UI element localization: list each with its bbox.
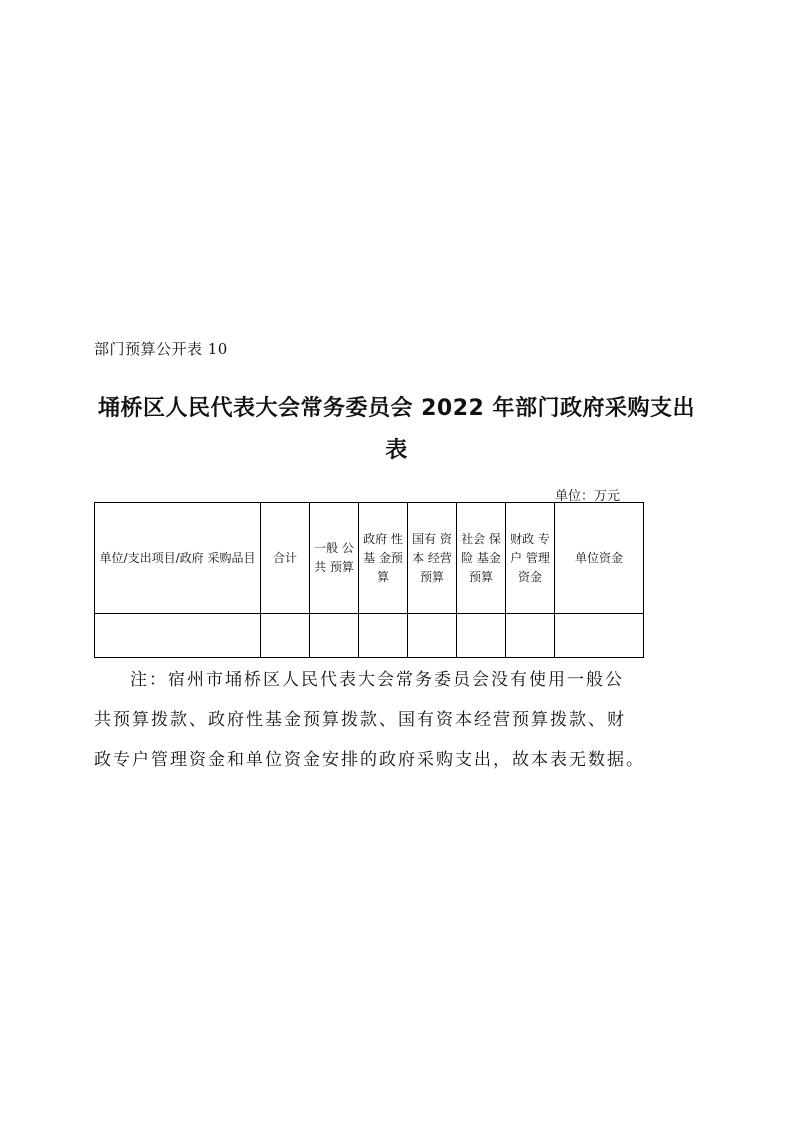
page-title-line-1: 埇桥区人民代表大会常务委员会 2022 年部门政府采购支出 bbox=[97, 396, 696, 421]
header-cell: 单位资金 bbox=[555, 503, 644, 614]
note-paragraph bbox=[94, 660, 704, 780]
note-line-1-text: 注：宿州市埇桥区人民代表大会常务委员会没有使用一般公 bbox=[130, 670, 624, 690]
note-line-3: 政专户管理资金和单位资金安排的政府采购支出，故本表无数据。 bbox=[94, 750, 645, 770]
header-cell: 国有 资 本 经营 预算 bbox=[408, 503, 457, 614]
header-cell: 单位/支出项目/政府 采购品目 bbox=[95, 503, 261, 614]
table-cell bbox=[95, 614, 261, 658]
table-cell bbox=[310, 614, 359, 658]
table-cell bbox=[408, 614, 457, 658]
table-cell bbox=[506, 614, 555, 658]
header-cell: 合计 bbox=[261, 503, 310, 614]
document-label: 部门预算公开表 10 bbox=[94, 340, 228, 358]
table-cell bbox=[261, 614, 310, 658]
note-line-2: 共预算拨款、政府性基金预算拨款、国有资本经营预算拨款、财 bbox=[94, 710, 626, 730]
page-title-line-2: 表 bbox=[385, 438, 408, 463]
table-cell bbox=[457, 614, 506, 658]
procurement-table bbox=[94, 502, 644, 658]
table-header-row bbox=[95, 503, 644, 614]
header-cell: 社会 保险 基金 预算 bbox=[457, 503, 506, 614]
table-cell bbox=[359, 614, 408, 658]
note-line-1 bbox=[94, 660, 704, 700]
header-cell: 政府 性 基 金预 算 bbox=[359, 503, 408, 614]
unit-label: 单位：万元 bbox=[555, 489, 621, 504]
header-cell: 一般 公共 预算 bbox=[310, 503, 359, 614]
table-row bbox=[95, 614, 644, 658]
header-cell: 财政 专 户 管理 资金 bbox=[506, 503, 555, 614]
table-cell bbox=[555, 614, 644, 658]
